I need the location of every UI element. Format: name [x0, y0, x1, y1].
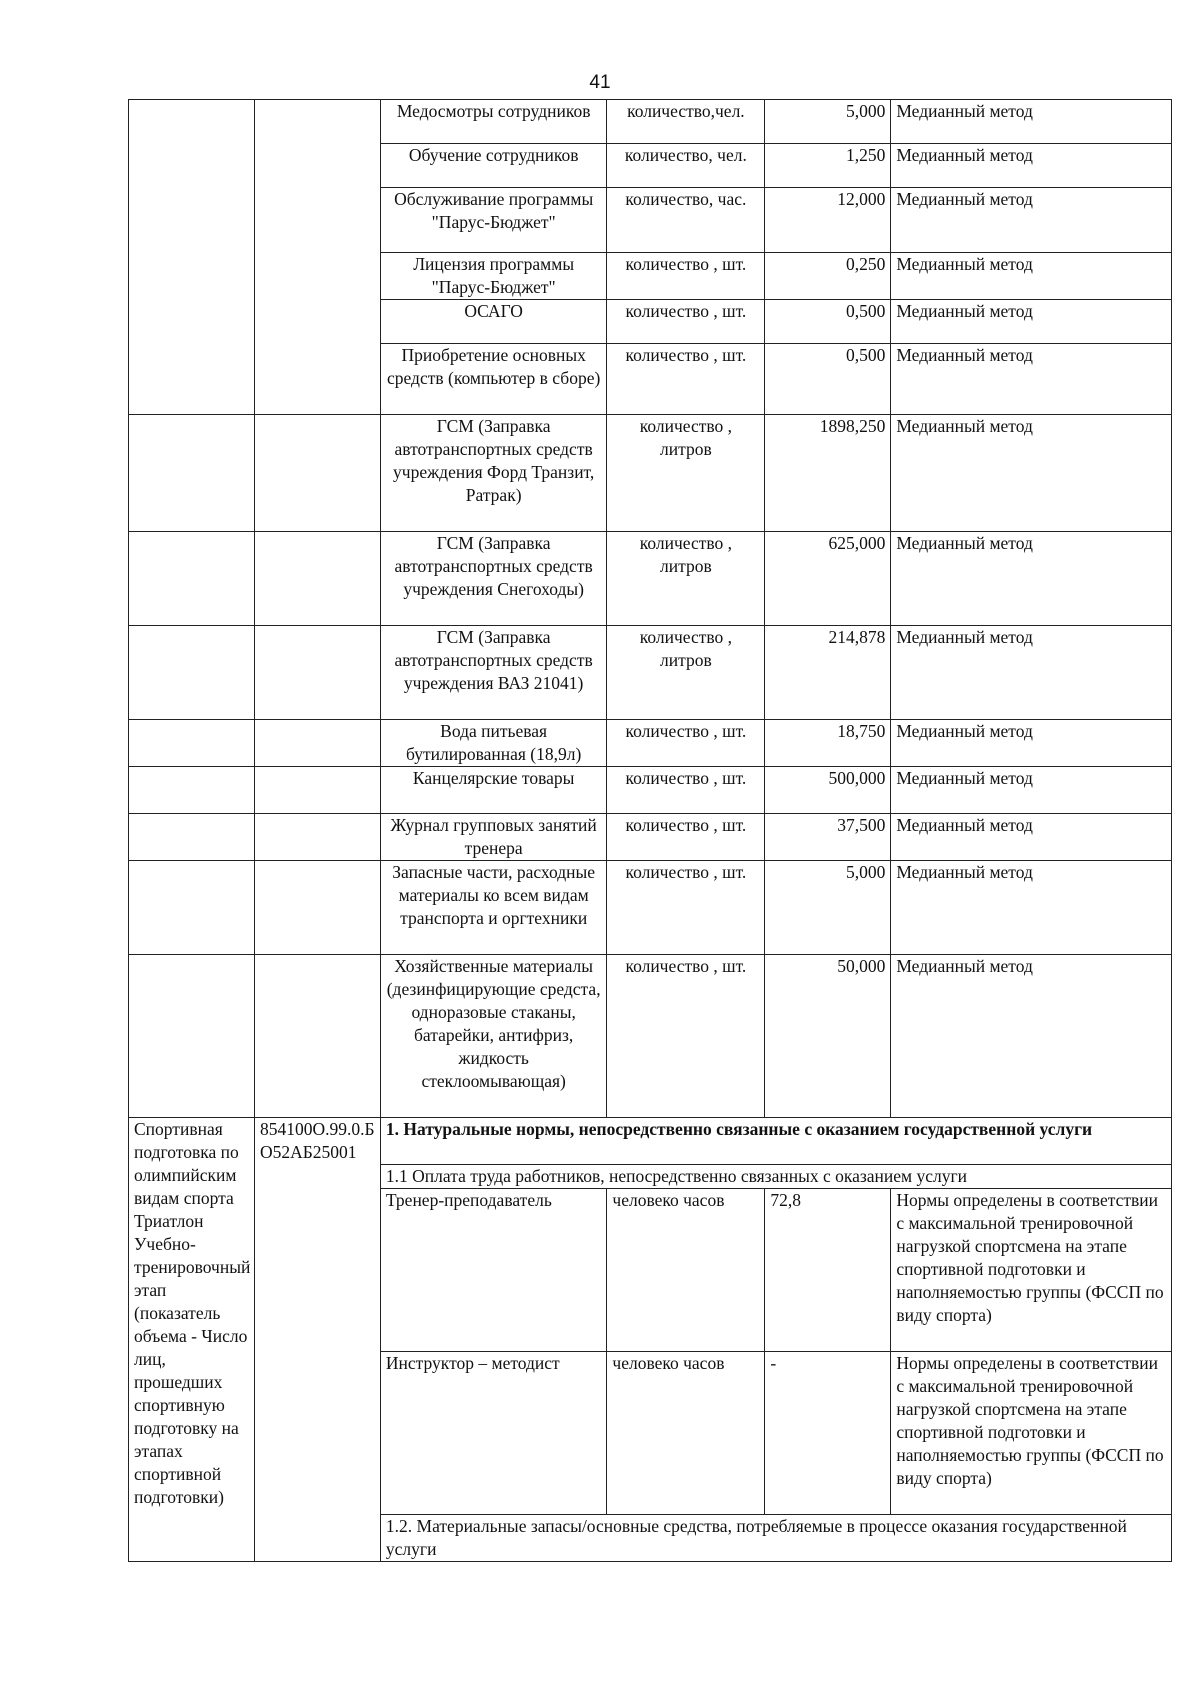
section-subheading: 1.2. Материальные запасы/основные средства, потребляемые в процессе оказания государственной услуги [380, 1515, 1171, 1562]
unit-cell: количество,чел. [607, 100, 765, 144]
value-cell: 5,000 [765, 861, 891, 955]
unit-cell: количество , шт. [607, 253, 765, 300]
unit-cell: количество , литров [607, 532, 765, 626]
item-cell: Вода питьевая бутилированная (18,9л) [380, 720, 606, 767]
method-cell: Нормы определены в соответствии с максимальной тренировочной нагрузкой спортсмена на этапе спортивной подготовки и наполняемостью группы (ФССП по виду спорта) [891, 1352, 1172, 1515]
method-cell: Медианный метод [891, 188, 1172, 253]
empty-cell [254, 100, 380, 415]
empty-cell [254, 720, 380, 767]
value-cell: 1,250 [765, 144, 891, 188]
empty-cell [129, 720, 255, 767]
item-cell: Инструктор – методист [380, 1352, 606, 1515]
item-cell: Обслуживание программы "Парус-Бюджет" [380, 188, 606, 253]
empty-cell [254, 415, 380, 532]
unit-cell: количество , шт. [607, 767, 765, 814]
method-cell: Медианный метод [891, 955, 1172, 1118]
unit-cell: количество, чел. [607, 144, 765, 188]
method-cell: Медианный метод [891, 415, 1172, 532]
unit-cell: количество , шт. [607, 955, 765, 1118]
section-heading: 1. Натуральные нормы, непосредственно связанные с оказанием государственной услуги [380, 1118, 1171, 1165]
value-cell: - [765, 1352, 891, 1515]
table-row [129, 532, 1172, 626]
value-cell: 12,000 [765, 188, 891, 253]
value-cell: 1898,250 [765, 415, 891, 532]
empty-cell [254, 861, 380, 955]
empty-cell [129, 100, 255, 415]
table-row [129, 720, 1172, 767]
value-cell: 18,750 [765, 720, 891, 767]
method-cell: Медианный метод [891, 767, 1172, 814]
unit-cell: количество , литров [607, 626, 765, 720]
empty-cell [129, 814, 255, 861]
empty-cell [254, 814, 380, 861]
table-row [129, 100, 1172, 144]
method-cell: Медианный метод [891, 253, 1172, 300]
method-cell: Медианный метод [891, 100, 1172, 144]
value-cell: 0,500 [765, 300, 891, 344]
section-subheading: 1.1 Оплата труда работников, непосредственно связанных с оказанием услуги [380, 1165, 1171, 1189]
empty-cell [254, 767, 380, 814]
empty-cell [254, 532, 380, 626]
empty-cell [129, 626, 255, 720]
item-cell: ГСМ (Заправка автотранспортных средств учреждения ВАЗ 21041) [380, 626, 606, 720]
service-code-cell: 854100О.99.0.БО52АБ25001 [254, 1118, 380, 1562]
table-row [129, 626, 1172, 720]
empty-cell [129, 955, 255, 1118]
item-cell: Медосмотры сотрудников [380, 100, 606, 144]
service-name-cell: Спортивная подготовка по олимпийским видам спорта Триатлон Учебно-тренировочный этап (показатель объема - Число лиц, прошедших спортивную подготовку на этапах спортивной подготовки) [129, 1118, 255, 1562]
unit-cell: количество , литров [607, 415, 765, 532]
value-cell: 50,000 [765, 955, 891, 1118]
item-cell: Хозяйственные материалы (дезинфицирующие средста, одноразовые стаканы, батарейки, антифриз, жидкость стеклоомывающая) [380, 955, 606, 1118]
empty-cell [129, 415, 255, 532]
item-cell: ГСМ (Заправка автотранспортных средств учреждения Форд Транзит, Ратрак) [380, 415, 606, 532]
unit-cell: количество , шт. [607, 344, 765, 415]
item-cell: Запасные части, расходные материалы ко всем видам транспорта и оргтехники [380, 861, 606, 955]
empty-cell [129, 861, 255, 955]
value-cell: 500,000 [765, 767, 891, 814]
unit-cell: количество , шт. [607, 861, 765, 955]
method-cell: Медианный метод [891, 626, 1172, 720]
empty-cell [254, 955, 380, 1118]
method-cell: Медианный метод [891, 144, 1172, 188]
page-number: 41 [589, 72, 611, 93]
item-cell: Тренер-преподаватель [380, 1189, 606, 1352]
item-cell: ОСАГО [380, 300, 606, 344]
norms-table [128, 99, 1172, 1562]
table-row [129, 767, 1172, 814]
unit-cell: количество , шт. [607, 300, 765, 344]
table-row [129, 861, 1172, 955]
method-cell: Медианный метод [891, 300, 1172, 344]
item-cell: ГСМ (Заправка автотранспортных средств учреждения Снегоходы) [380, 532, 606, 626]
item-cell: Обучение сотрудников [380, 144, 606, 188]
method-cell: Медианный метод [891, 344, 1172, 415]
table-row [129, 955, 1172, 1118]
unit-cell: человеко часов [607, 1189, 765, 1352]
method-cell: Медианный метод [891, 532, 1172, 626]
empty-cell [129, 767, 255, 814]
value-cell: 0,500 [765, 344, 891, 415]
unit-cell: человеко часов [607, 1352, 765, 1515]
method-cell: Медианный метод [891, 720, 1172, 767]
value-cell: 0,250 [765, 253, 891, 300]
table-row [129, 415, 1172, 532]
table-row [129, 1118, 1172, 1165]
value-cell: 214,878 [765, 626, 891, 720]
value-cell: 5,000 [765, 100, 891, 144]
item-cell: Лицензия программы "Парус-Бюджет" [380, 253, 606, 300]
item-cell: Приобретение основных средств (компьютер в сборе) [380, 344, 606, 415]
value-cell: 625,000 [765, 532, 891, 626]
method-cell: Медианный метод [891, 814, 1172, 861]
item-cell: Журнал групповых занятий тренера [380, 814, 606, 861]
unit-cell: количество , шт. [607, 720, 765, 767]
method-cell: Медианный метод [891, 861, 1172, 955]
empty-cell [254, 626, 380, 720]
value-cell: 37,500 [765, 814, 891, 861]
value-cell: 72,8 [765, 1189, 891, 1352]
unit-cell: количество , шт. [607, 814, 765, 861]
method-cell: Нормы определены в соответствии с максимальной тренировочной нагрузкой спортсмена на этапе спортивной подготовки и наполняемостью группы (ФССП по виду спорта) [891, 1189, 1172, 1352]
empty-cell [129, 532, 255, 626]
item-cell: Канцелярские товары [380, 767, 606, 814]
unit-cell: количество, час. [607, 188, 765, 253]
table-row [129, 814, 1172, 861]
